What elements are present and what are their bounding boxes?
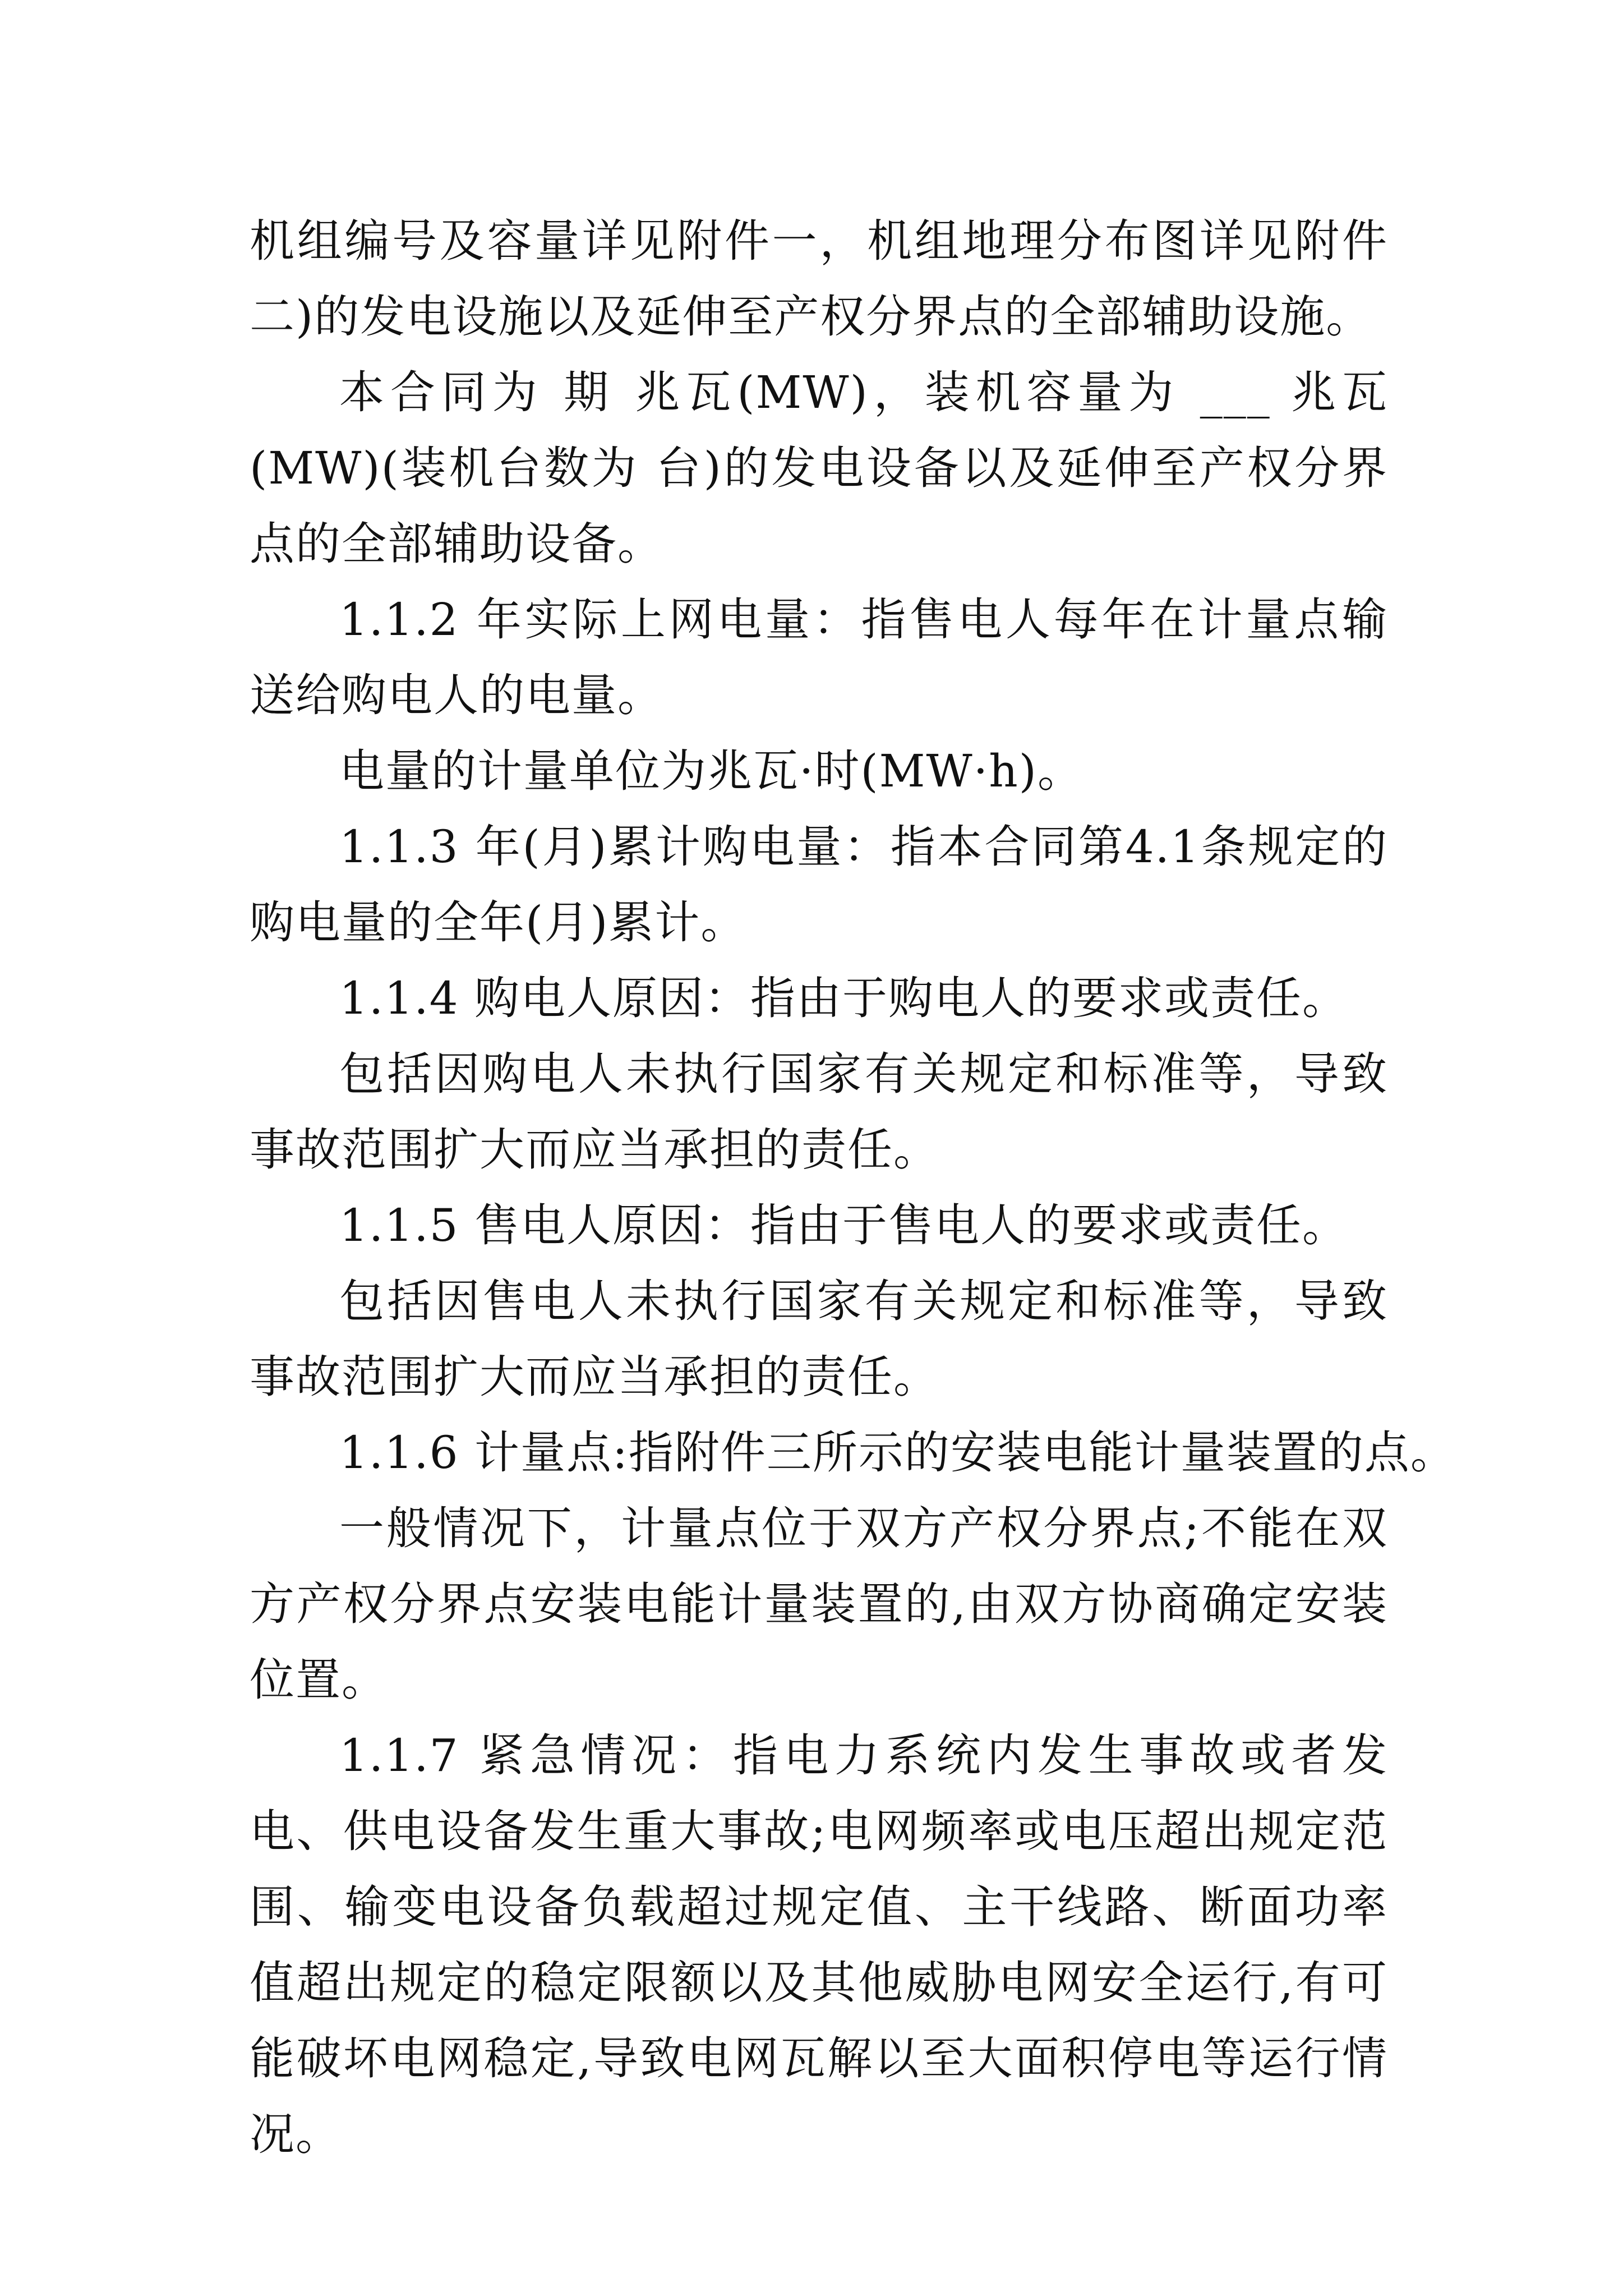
paragraph-seller-responsibility: 包括因售电人未执行国家有关规定和标准等，导致事故范围扩大而应当承担的责任。 — [250, 1275, 1388, 1403]
paragraph-1-1-5-seller-cause: 1.1.5 售电人原因：指由于售电人的要求或责任。 — [339, 1199, 1348, 1251]
paragraph-1-1-7-emergency: 1.1.7 紧急情况：指电力系统内发生事故或者发电、供电设备发生重大事故;电网频率或电压超出规定范围、输变电设备负载超过规定值、主干线路、断面功率值超出规定的稳定限额以及其他威胁电网安全运行,有可能破坏电网稳定,导致电网瓦解以至大面积停电等运行情况。 — [250, 1729, 1388, 2160]
paragraph-1-1-6-metering-point: 1.1.6 计量点:指附件三所示的安装电能计量装置的点。 — [339, 1427, 1456, 1479]
paragraph-1-1-3-cumulative-purchase: 1.1.3 年(月)累计购电量：指本合同第4.1条规定的购电量的全年(月)累计。 — [250, 821, 1388, 949]
paragraph-1-1-4-buyer-cause: 1.1.4 购电人原因：指由于购电人的要求或责任。 — [339, 972, 1348, 1024]
paragraph-metering-location: 一般情况下，计量点位于双方产权分界点;不能在双方产权分界点安装电能计量装置的,由双方协商确定安装位置。 — [250, 1502, 1388, 1706]
paragraph-unit-description: 机组编号及容量详见附件一，机组地理分布图详见附件二)的发电设施以及延伸至产权分界点的全部辅助设施。 — [250, 215, 1388, 343]
paragraph-1-1-2-annual-grid-energy: 1.1.2 年实际上网电量：指售电人每年在计量点输送给购电人的电量。 — [250, 593, 1388, 721]
paragraph-energy-unit: 电量的计量单位为兆瓦·时(MW·h)。 — [339, 745, 1083, 797]
paragraph-contract-capacity: 本合同为 期 兆瓦(MW)，装机容量为 ___ 兆瓦(MW)(装机台数为 台)的发电设备以及延伸至产权分界点的全部辅助设备。 — [250, 366, 1388, 570]
paragraph-buyer-responsibility: 包括因购电人未执行国家有关规定和标准等，导致事故范围扩大而应当承担的责任。 — [250, 1048, 1388, 1176]
document-body — [250, 203, 1456, 2172]
